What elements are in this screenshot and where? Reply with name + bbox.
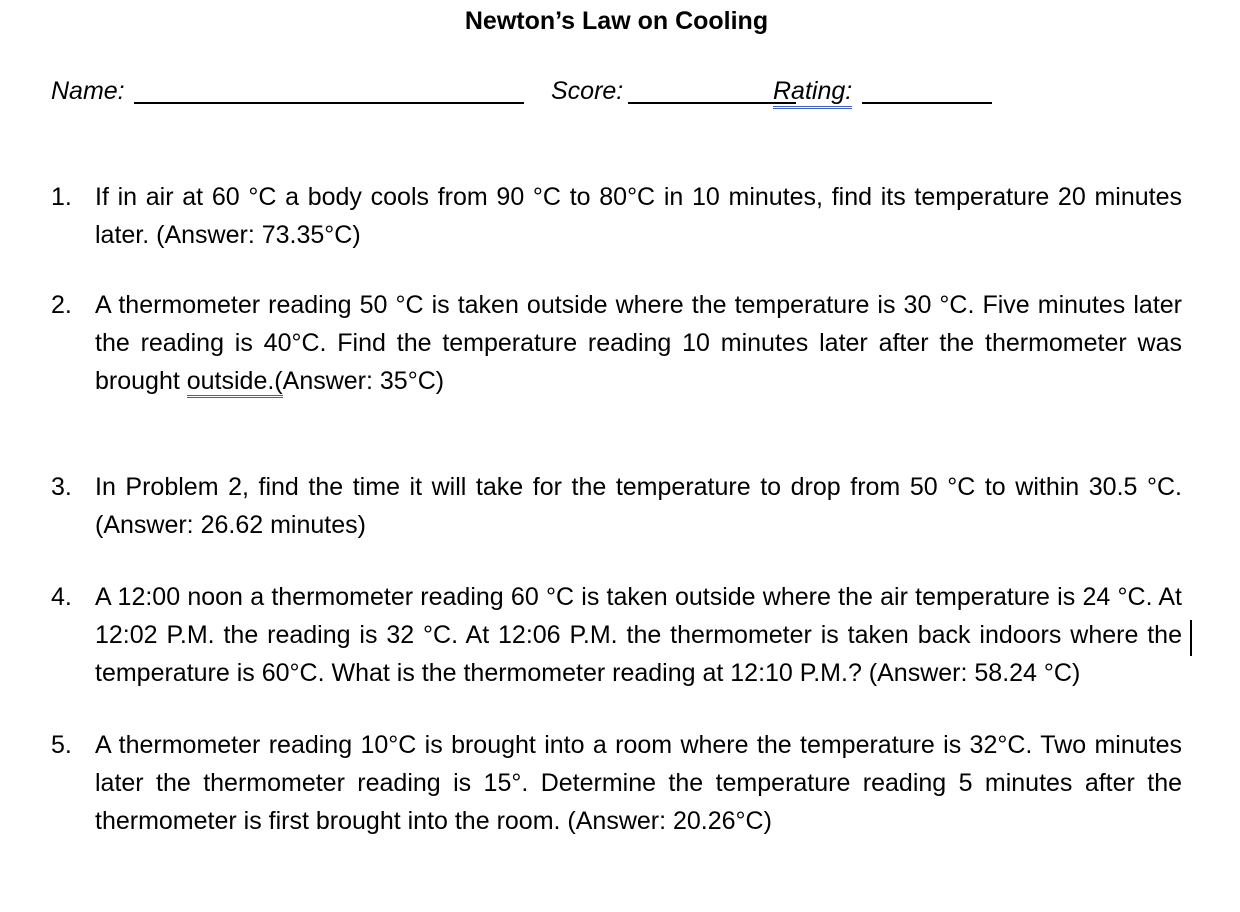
problem-number: 4. bbox=[51, 583, 72, 611]
problem-number: 3. bbox=[51, 473, 72, 501]
problem-text: If in air at 60 °C a body cools from 90 °C to 80°C in 10 minutes, find its temperature 20 minutes later. (Answer: 73.35°C) bbox=[95, 183, 1182, 249]
problem-item[interactable] bbox=[51, 578, 1182, 692]
name-label: Name: bbox=[51, 77, 125, 105]
problem-text: In Problem 2, find the time it will take for the temperature to drop from 50 °C to within 30.5 °C. (Answer: 26.62 minutes) bbox=[95, 473, 1182, 539]
score-blank-line[interactable] bbox=[628, 102, 796, 104]
problem-text-part: Answer: 35°C) bbox=[282, 367, 445, 395]
problem-text-part: A thermometer reading 50 °C is taken outside where the temperature is 30 °C. Five minutes later the reading is 40°C. Find the temperature reading 10 minutes later after the thermometer was brought bbox=[95, 291, 1182, 395]
name-blank-line[interactable] bbox=[134, 102, 524, 104]
problem-item[interactable] bbox=[51, 178, 1182, 254]
problem-item[interactable] bbox=[51, 726, 1182, 840]
problem-text: A thermometer reading 10°C is brought into a room where the temperature is 32°C. Two minutes later the thermometer reading is 15°. Determine the temperature reading 5 minutes after the thermometer is first brought into the room. (Answer: 20.26°C) bbox=[95, 731, 1182, 835]
score-label: Score: bbox=[551, 77, 624, 105]
problem-number: 5. bbox=[51, 731, 72, 759]
problem-number: 2. bbox=[51, 291, 72, 319]
problem-item[interactable] bbox=[51, 286, 1182, 400]
problem-number: 1. bbox=[51, 183, 72, 211]
text-cursor bbox=[1190, 620, 1192, 656]
document-title: Newton’s Law on Cooling bbox=[464, 7, 769, 35]
spellcheck-flagged-text[interactable]: outside.( bbox=[187, 367, 283, 398]
rating-blank-line[interactable] bbox=[862, 102, 992, 104]
student-info-line bbox=[51, 74, 1011, 108]
problem-text bbox=[95, 291, 1182, 398]
problem-text: A 12:00 noon a thermometer reading 60 °C is taken outside where the air temperature is 24 °C. At 12:02 P.M. the reading is 32 °C. At 12:06 P.M. the thermometer is taken back indoors where the temperature is 60°C. What is the thermometer reading at 12:10 P.M.? (Answer: 58.24 °C) bbox=[95, 583, 1182, 687]
problem-item[interactable] bbox=[51, 468, 1182, 544]
problem-list bbox=[51, 178, 1182, 840]
rating-label-text: Rating: bbox=[773, 77, 852, 109]
rating-label bbox=[773, 74, 852, 108]
